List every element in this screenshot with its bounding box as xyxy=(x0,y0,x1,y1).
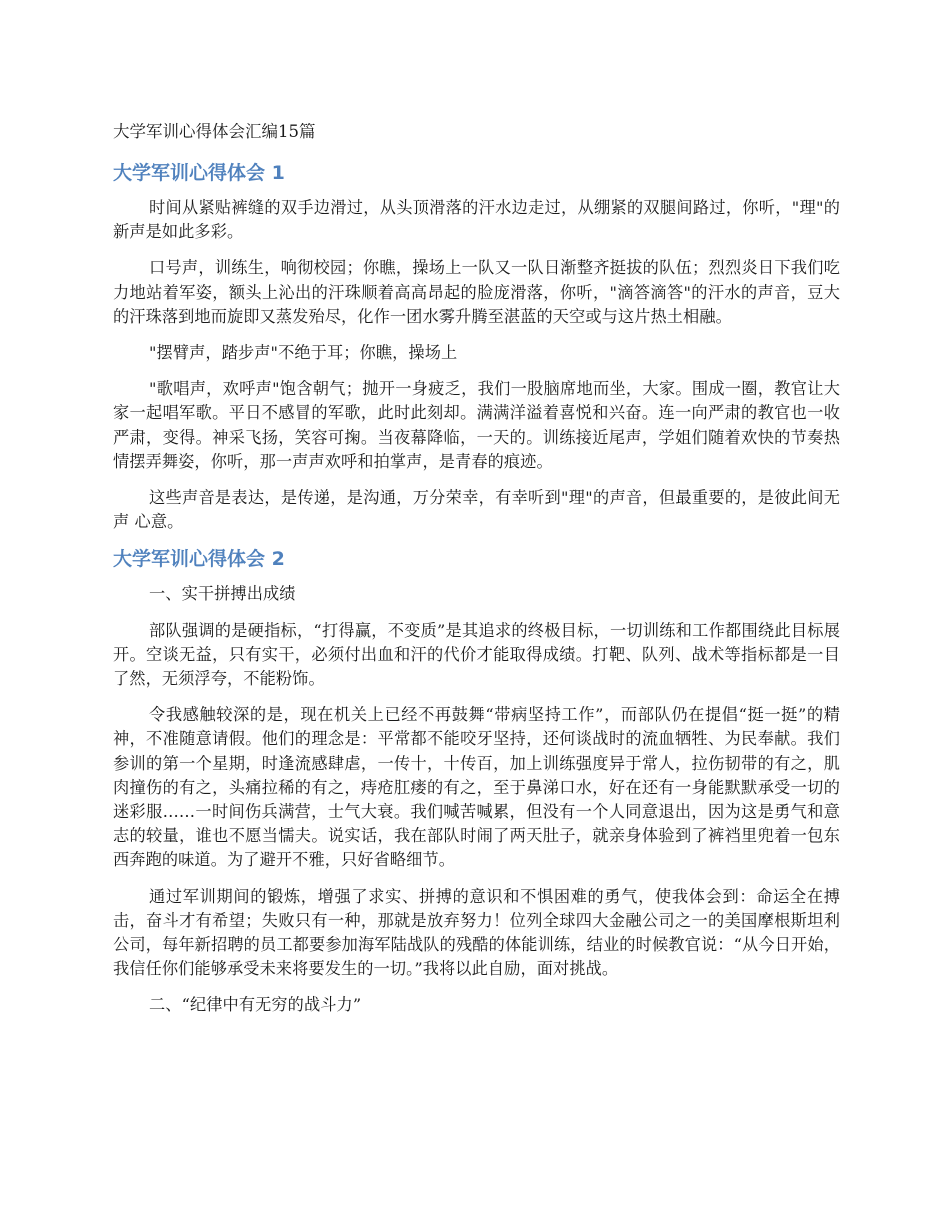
paragraph: 令我感触较深的是，现在机关上已经不再鼓舞“带病坚持工作”，而部队仍在提倡“挺一挺”的精神，不准随意请假。他们的理念是：平常都不能咬牙坚持，还何谈战时的流血牺牲、为民奉献。我们参训的第一个星期，时逢流感肆虐，一传十，十传百，加上训练强度异于常人，拉伤韧带的有之，肌肉撞伤的有之，头痛拉稀的有之，痔疮肛瘘的有之，至于鼻涕口水，好在还有一身能默默承受一切的迷彩服……一时间伤兵满营，士气大衰。我们喊苦喊累，但没有一个人同意退出，因为这是勇气和意志的较量，谁也不愿当懦夫。说实话，我在部队时闹了两天肚子，就亲身体验到了裤裆里兜着一包东西奔跑的味道。为了避开不雅，只好省略细节。 xyxy=(113,705,840,870)
section-heading: 大学军训心得体会 1 xyxy=(113,162,285,184)
paragraph: 一、实干拼搏出成绩 xyxy=(149,584,296,604)
paragraph: 部队强调的是硬指标，“打得赢，不变质”是其追求的终极目标，一切训练和工作都围绕此目标展开。空谈无益，只有实干，必须付出血和汗的代价才能取得成绩。打靶、队列、战术等指标都是一目了然，无须浮夸，不能粉饰。 xyxy=(113,620,840,689)
document-page xyxy=(113,120,840,1030)
document-title: 大学军训心得体会汇编15篇 xyxy=(113,122,316,141)
paragraph: "摆臂声，踏步声"不绝于耳；你瞧，操场上 xyxy=(149,343,458,363)
section-1 xyxy=(113,160,840,534)
paragraph: 口号声，训练生，响彻校园；你瞧，操场上一队又一队日渐整齐挺拔的队伍；烈烈炎日下我们吃力地站着军姿，额头上沁出的汗珠顺着高高昂起的脸庞滑落，你听，"滴答滴答"的汗水的声音，豆大的汗珠落到地而旋即又蒸发殆尽，化作一团水雾升腾至湛蓝的天空或与这片热土相融。 xyxy=(113,258,840,326)
paragraph: "歌唱声，欢呼声"饱含朝气；抛开一身疲乏，我们一股脑席地而坐，大家。围成一圈，教官让大家一起唱军歌。平日不感冒的军歌，此时此刻却。满满洋溢着喜悦和兴奋。连一向严肃的教官也一收严肃，变得。神采飞扬，笑容可掬。当夜幕降临，一天的。训练接近尾声，学姐们随着欢快的节奏热情摆弄舞姿，你听，那一声声欢呼和拍掌声，是青春的痕迹。 xyxy=(113,379,840,471)
paragraph: 二、“纪律中有无穷的战斗力” xyxy=(149,995,362,1015)
paragraph: 这些声音是表达，是传递，是沟通，万分荣幸，有幸听到"理"的声音，但最重要的，是彼此间无声 心意。 xyxy=(113,488,840,532)
section-2 xyxy=(113,546,840,1017)
paragraph: 通过军训期间的锻炼，增强了求实、拼搏的意识和不惧困难的勇气，使我体会到：命运全在搏击，奋斗才有希望；失败只有一种，那就是放弃努力！位列全球四大金融公司之一的美国摩根斯坦利公司，每年新招聘的员工都要参加海军陆战队的残酷的体能训练，结业的时候教官说：“从今日开始，我信任你们能够承受未来将要发生的一切。”我将以此自励，面对挑战。 xyxy=(113,886,840,979)
paragraph: 时间从紧贴裤缝的双手边滑过，从头顶滑落的汗水边走过，从绷紧的双腿间路过，你听，"理"的新声是如此多彩。 xyxy=(113,198,840,242)
section-heading: 大学军训心得体会 2 xyxy=(113,548,285,571)
